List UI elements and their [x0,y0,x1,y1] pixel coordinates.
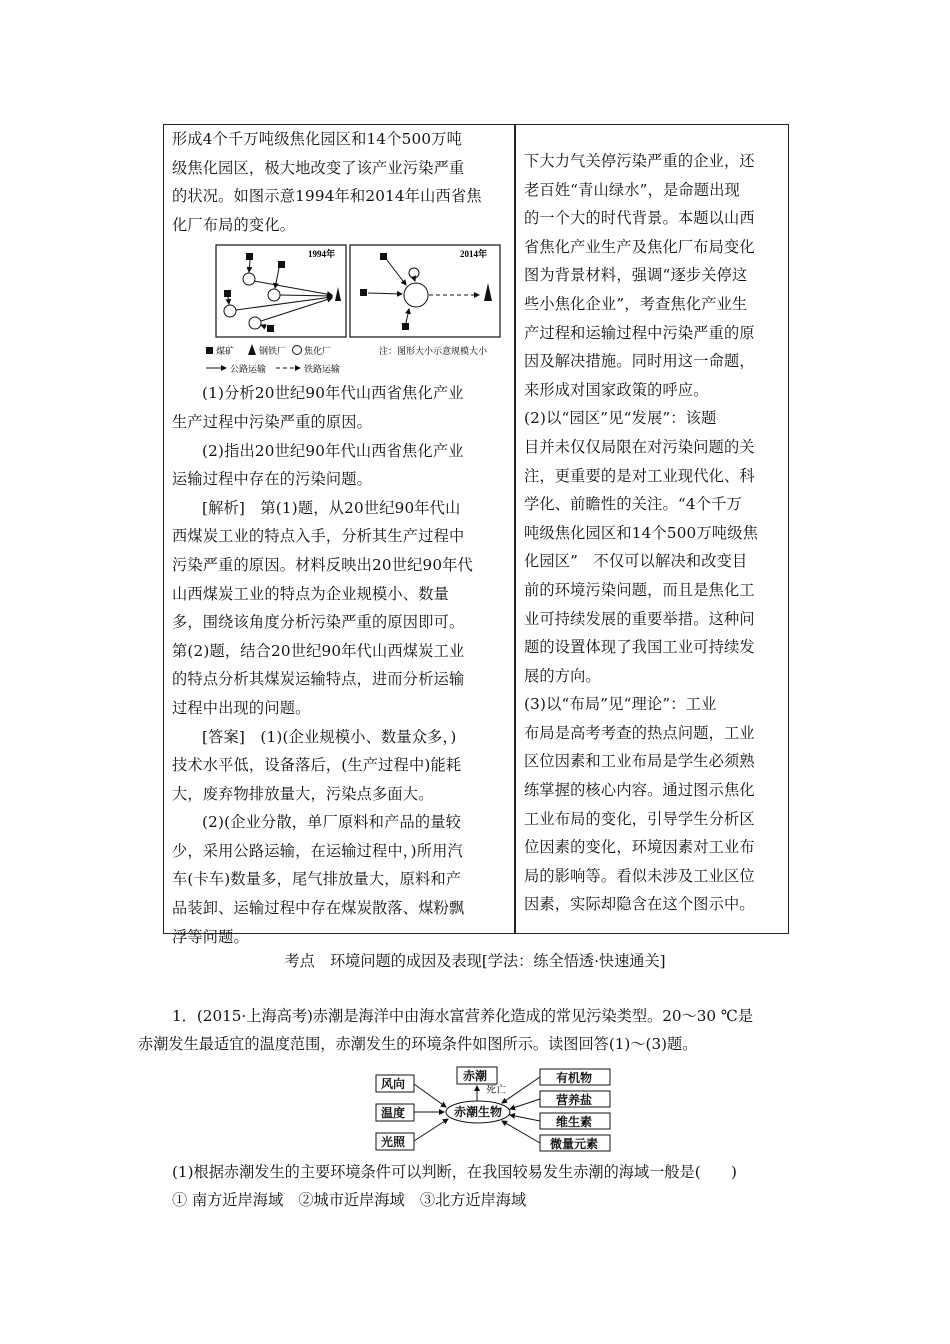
text-line: 多，围绕该角度分析污染严重的原因即可。 [172,613,465,632]
text-line: 下大力气关停污染严重的企业，还 [524,152,755,170]
legend-note: 注：图形大小示意规模大小 [379,346,488,357]
text-line: 山西煤炭工业的特点为企业规模小、数量 [172,584,449,603]
section-title: 考点 环境问题的成因及表现[学法：练全悟透·快速通关] [284,952,666,970]
text-line: 生产过程中污染严重的原因。 [172,412,373,431]
label-2014: 2014年 [460,249,488,260]
text-line: 第(2)题，结合20世纪90年代山西煤炭工业 [172,641,465,660]
legend-rail: 铁路运输 [304,364,341,375]
text-line: 因及解决措施。同时用这一命题， [524,352,755,371]
coke-plant-icon [268,289,280,301]
diagram-right-3: 微量元素 [550,1137,599,1151]
text-line: 形成4个千万吨级焦化园区和14个500万吨 [172,130,462,148]
coke-plant-icon [243,273,255,285]
text-line: 布局是高考考查的热点问题，工业 [524,723,755,742]
right-column [524,147,782,919]
text-line: 吨级焦化园区和14个500万吨级焦 [524,523,758,542]
legend-coke-icon [293,346,302,355]
text-line: 级焦化园区，极大地改变了该产业污染严重 [172,158,465,177]
diagram-left-1: 温度 [381,1106,406,1120]
text-line: 来形成对国家政策的呼应。 [524,380,709,399]
text-line: (2)以“园区”见“发展”：该题 [524,409,717,428]
text-line: 前的环境污染问题，而且是焦化工 [524,580,755,599]
column-divider [514,125,516,933]
legend-coke: 焦化厂 [304,346,332,357]
text-line: 业可持续发展的重要举措。这种问 [524,609,755,628]
diagram-death: 死亡 [486,1085,506,1096]
diagram-right-2: 维生素 [556,1115,593,1129]
text-line: 工业布局的变化，引导学生分析区 [524,809,755,828]
diagram-right-0: 有机物 [556,1071,593,1085]
coke-plant-icon [224,305,236,317]
text-line: 少，采用公路运输，在运输过程中，)所用汽 [172,841,463,860]
text-line: 学化、前瞻性的关注。“4个千万 [524,495,742,514]
coke-plant-icon [249,317,261,329]
coal-mine-icon [267,325,274,332]
text-line: 的特点分析其煤炭运输特点，进而分析运输 [172,670,465,689]
coke-park-icon [404,283,428,307]
text-line: 题的设置体现了我国工业可持续发 [524,638,755,657]
text-line: 品装卸、运输过程中存在煤炭散落、煤粉飘 [172,899,465,918]
text-line: 局的影响等。看似未涉及工业区位 [524,866,755,885]
coke-plant-icon [409,268,419,278]
coal-mine-icon [360,289,367,296]
legend-coal: 煤矿 [216,346,235,357]
text-line: 化厂布局的变化。 [172,215,296,234]
left-top-text [172,125,508,239]
coal-mine-icon [402,323,409,330]
coal-mine-icon [278,261,285,268]
diagram-center: 赤潮生物 [454,1105,503,1119]
text-line: 污染严重的原因。材料反映出20世纪90年代 [172,555,474,574]
text-line: (2)指出20世纪90年代山西省焦化产业 [202,441,464,460]
text-line: 的状况。如图示意1994年和2014年山西省焦 [172,187,482,206]
right-text [524,147,782,919]
text-line: 老百姓“青山绿水”，是命题出现 [524,180,740,199]
text-line: 大，废弃物排放量大，污染点多面大。 [172,784,434,803]
left-bottom-text [172,379,508,951]
text-line: 化园区” 不仅可以解决和改变目 [524,552,748,571]
left-column [172,125,508,951]
text-line: 些小焦化企业”，考查焦化产业生 [524,294,748,313]
text-line: 浮等问题。 [172,927,249,946]
text-line: 区位因素和工业布局是学生必须熟 [524,752,755,771]
diagram-right-1: 营养盐 [556,1093,593,1107]
text-line: [答案] (1)(企业规模小、数量众多，) [202,727,457,746]
coal-mine-icon [246,253,253,260]
text-line: (2)(企业分散，单厂原料和产品的量较 [202,813,462,832]
text-line: 注，更重要的是对工业现代化、科 [524,466,755,485]
coal-mine-icon [380,253,387,260]
coking-layout-map [204,243,504,379]
question-line-1: 1．(2015·上海高考)赤潮是海洋中由海水富营养化造成的常见污染类型。20～30 ℃是 [172,1007,754,1025]
sub-question-1: (1)根据赤潮发生的主要环境条件可以判断，在我国较易发生赤潮的海域一般是( ) [172,1163,737,1181]
coal-mine-icon [224,290,231,297]
text-line: 产过程和运输过程中污染严重的原 [524,323,755,342]
steel-plant-icon [335,287,341,301]
text-line: 目并未仅仅局限在对污染问题的关 [524,437,755,456]
label-1994: 1994年 [308,249,336,260]
analysis-table [163,124,789,946]
diagram-left-0: 风向 [381,1077,406,1091]
text-line: 西煤炭工业的特点入手，分析其生产过程中 [172,527,465,546]
question-line-2: 赤潮发生最适宜的温度范围，赤潮发生的环境条件如图所示。读图回答(1)～(3)题。 [138,1035,698,1053]
text-line: 的一个大的时代背景。本题以山西 [524,209,755,228]
legend-steel: 钢铁厂 [259,346,287,357]
legend-steel-icon [248,344,256,355]
text-line: 过程中出现的问题。 [172,698,311,717]
text-line: 省焦化产业生产及焦化厂布局变化 [524,237,755,256]
diagram-left-2: 光照 [381,1135,406,1149]
text-line: 图为背景材料，强调“逐步关停这 [524,266,748,285]
text-line: 练掌握的核心内容。通过图示焦化 [524,781,755,800]
coking-layout-figure [204,243,504,379]
red-tide-diagram [374,1065,614,1157]
text-line: 运输过程中存在的污染问题。 [172,470,373,489]
text-line: 展的方向。 [524,666,601,685]
question-options: ① 南方近岸海域 ②城市近岸海域 ③北方近岸海域 [172,1191,527,1209]
legend-road: 公路运输 [230,364,267,375]
text-line: 技术水平低，设备落后，(生产过程中)能耗 [172,756,462,775]
diagram-top: 赤潮 [463,1069,488,1083]
steel-plant-icon [484,283,492,301]
text-line: 车(卡车)数量多，尾气排放量大，原料和产 [172,870,462,889]
text-line: [解析] 第(1)题，从20世纪90年代山 [202,498,461,517]
text-line: (3)以“布局”见“理论”：工业 [524,695,717,714]
text-line: (1)分析20世纪90年代山西省焦化产业 [202,384,464,403]
text-line: 位因素的变化，环境因素对工业布 [524,838,755,857]
text-line: 因素，实际却隐含在这个图示中。 [524,895,755,914]
legend-coal-icon [206,347,213,354]
